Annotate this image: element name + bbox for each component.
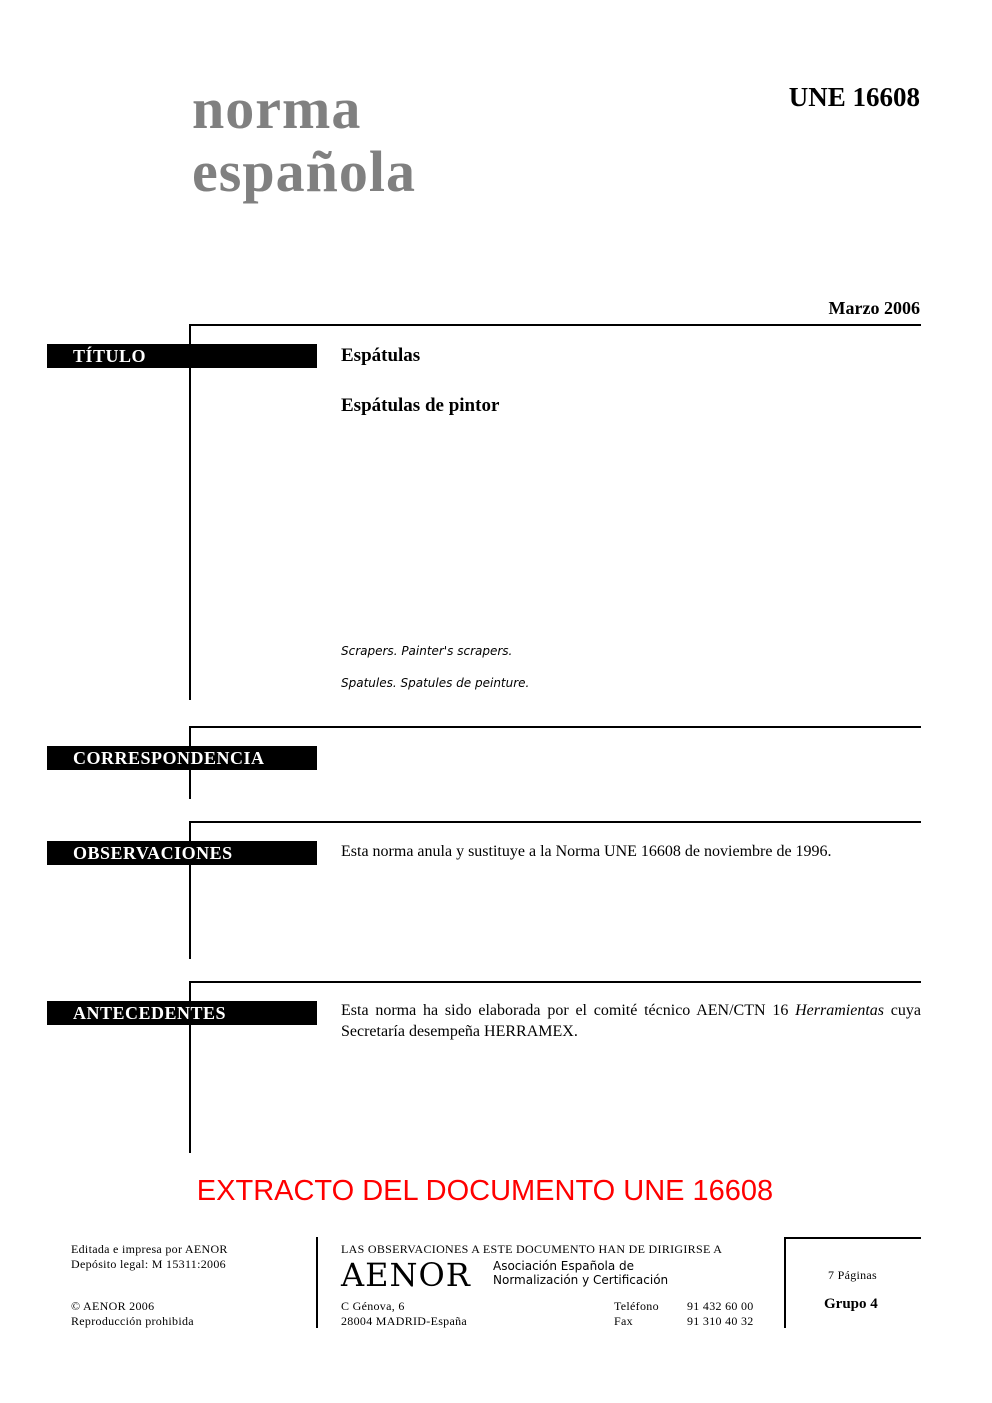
footer-address-line2: 28004 MADRID-España [341,1314,468,1328]
title-english: Scrapers. Painter's scrapers. [341,644,513,658]
aenor-full-name [493,1259,668,1287]
section-rule-observaciones [189,821,921,823]
footer-fax-label: Fax [614,1314,633,1328]
label-observaciones: OBSERVACIONES [47,841,317,865]
observaciones-text: Esta norma anula y sustituye a la Norma UNE 16608 de noviembre de 1996. [341,843,832,860]
footer-divider-left [316,1237,318,1328]
antecedentes-text-before: Esta norma ha sido elaborada por el comité técnico AEN/CTN 16 [341,1002,796,1019]
footer-address-line1: C Génova, 6 [341,1299,405,1313]
section-rule-titulo [189,324,921,326]
title-french: Spatules. Spatules de peinture. [341,676,530,690]
footer-box-top [784,1237,921,1239]
footer-phone: 91 432 60 00 [687,1299,754,1313]
antecedentes-text-after: cuya Secretaría desempeña HERRAMEX. [341,1002,921,1040]
footer-copyright: © AENOR 2006 [71,1299,155,1313]
section-rule-correspondencia [189,726,921,728]
footer-phone-label: Teléfono [614,1299,659,1313]
footer-deposit: Depósito legal: M 15311:2006 [71,1257,226,1271]
extract-notice: EXTRACTO DEL DOCUMENTO UNE 16608 [196,1175,774,1207]
price-group: Grupo 4 [824,1296,878,1312]
brand-norma: norma [192,76,362,141]
aenor-name-line2: Normalización y Certificación [493,1273,669,1287]
footer-fax: 91 310 40 32 [687,1314,754,1328]
aenor-name-line1: Asociación Española de [493,1259,635,1273]
section-bar-titulo [189,324,191,700]
label-correspondencia: CORRESPONDENCIA [47,746,317,770]
standard-number: UNE 16608 [788,82,920,112]
footer-observations-note: LAS OBSERVACIONES A ESTE DOCUMENTO HAN DE DIRIGIRSE A [341,1242,723,1256]
brand-espanola: española [192,139,416,204]
footer-reproduction: Reproducción prohibida [71,1314,194,1328]
antecedentes-text [341,1000,921,1042]
document-subtitle: Espátulas de pintor [341,395,500,416]
footer-box-left [784,1237,786,1328]
aenor-logo: AENOR [341,1256,471,1294]
label-antecedentes: ANTECEDENTES [47,1001,317,1025]
label-titulo: TÍTULO [47,344,317,368]
publication-date: Marzo 2006 [828,298,920,318]
document-title: Espátulas [341,345,421,366]
section-rule-antecedentes [189,981,921,983]
committee-name: Herramientas [795,1002,884,1019]
page-count: 7 Páginas [828,1268,878,1282]
footer-edited: Editada e impresa por AENOR [71,1242,228,1256]
